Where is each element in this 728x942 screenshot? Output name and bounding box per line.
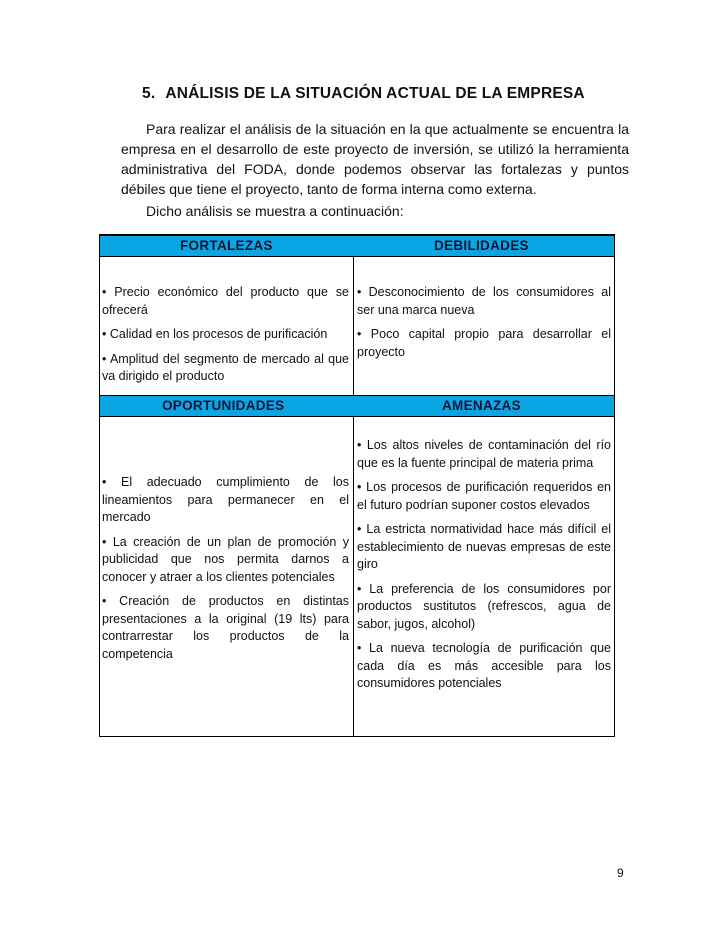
header-oportunidades: OPORTUNIDADES [162,398,285,413]
header-row-fd [100,235,614,257]
list-item: • La estricta normatividad hace más difícil el establecimiento de nuevas empresas de este giro [357,522,611,571]
column-divider [353,257,354,395]
header-amenazas: AMENAZAS [442,398,521,413]
foda-table [99,234,615,737]
list-item: • Creación de productos en distintas presentaciones a la original (19 lts) para contrarrestar los productos de la competencia [102,594,349,661]
fortalezas-cell [102,284,349,393]
list-item: • La creación de un plan de promoción y publicidad que nos permita darnos a conocer y atraer a los clientes potenciales [102,534,349,584]
section-title: ANÁLISIS DE LA SITUACIÓN ACTUAL DE LA EMPRESA [165,85,585,102]
header-fortalezas: FORTALEZAS [180,238,273,253]
amenazas-cell [357,437,611,700]
list-item: • La preferencia de los consumidores por productos sustitutos (refrescos, agua de sabor, jugos, alcohol) [357,581,611,631]
section-heading [142,85,585,103]
column-divider [353,417,354,736]
list-item: • Los procesos de purificación requeridos en el futuro podrían suponer costos elevados [357,480,611,512]
debilidades-cell [357,284,611,368]
header-row-oa [100,395,614,417]
list-item: • La nueva tecnología de purificación que cada día es más accesible para los consumidores potenciales [357,641,611,690]
intro-paragraph: Para realizar el análisis de la situación en la que actualmente se encuentra la empresa en el desarrollo de este proyecto de inversión, se utilizó la herramienta administrativa del FODA, donde podemos observar las fortalezas y puntos débiles que tiene el proyecto, tanto de forma interna como externa. [121,121,629,197]
list-item: • Precio económico del producto que se ofrecerá [102,285,349,317]
list-item: • Amplitud del segmento de mercado al que va dirigido el producto [102,351,349,383]
oportunidades-cell [102,474,349,670]
header-debilidades: DEBILIDADES [434,238,529,253]
lead-in-paragraph: Dicho análisis se muestra a continuación: [146,203,404,219]
list-item: • Desconocimiento de los consumidores al ser una marca nueva [357,285,611,317]
list-item: • Los altos niveles de contaminación del río que es la fuente principal de materia prima [357,438,611,470]
list-item: • El adecuado cumplimiento de los lineamientos para permanecer en el mercado [102,475,349,524]
section-number: 5. [142,85,156,102]
list-item: • Poco capital propio para desarrollar el proyecto [357,327,611,359]
page-number: 9 [617,866,624,880]
list-item: • Calidad en los procesos de purificación [102,327,328,341]
